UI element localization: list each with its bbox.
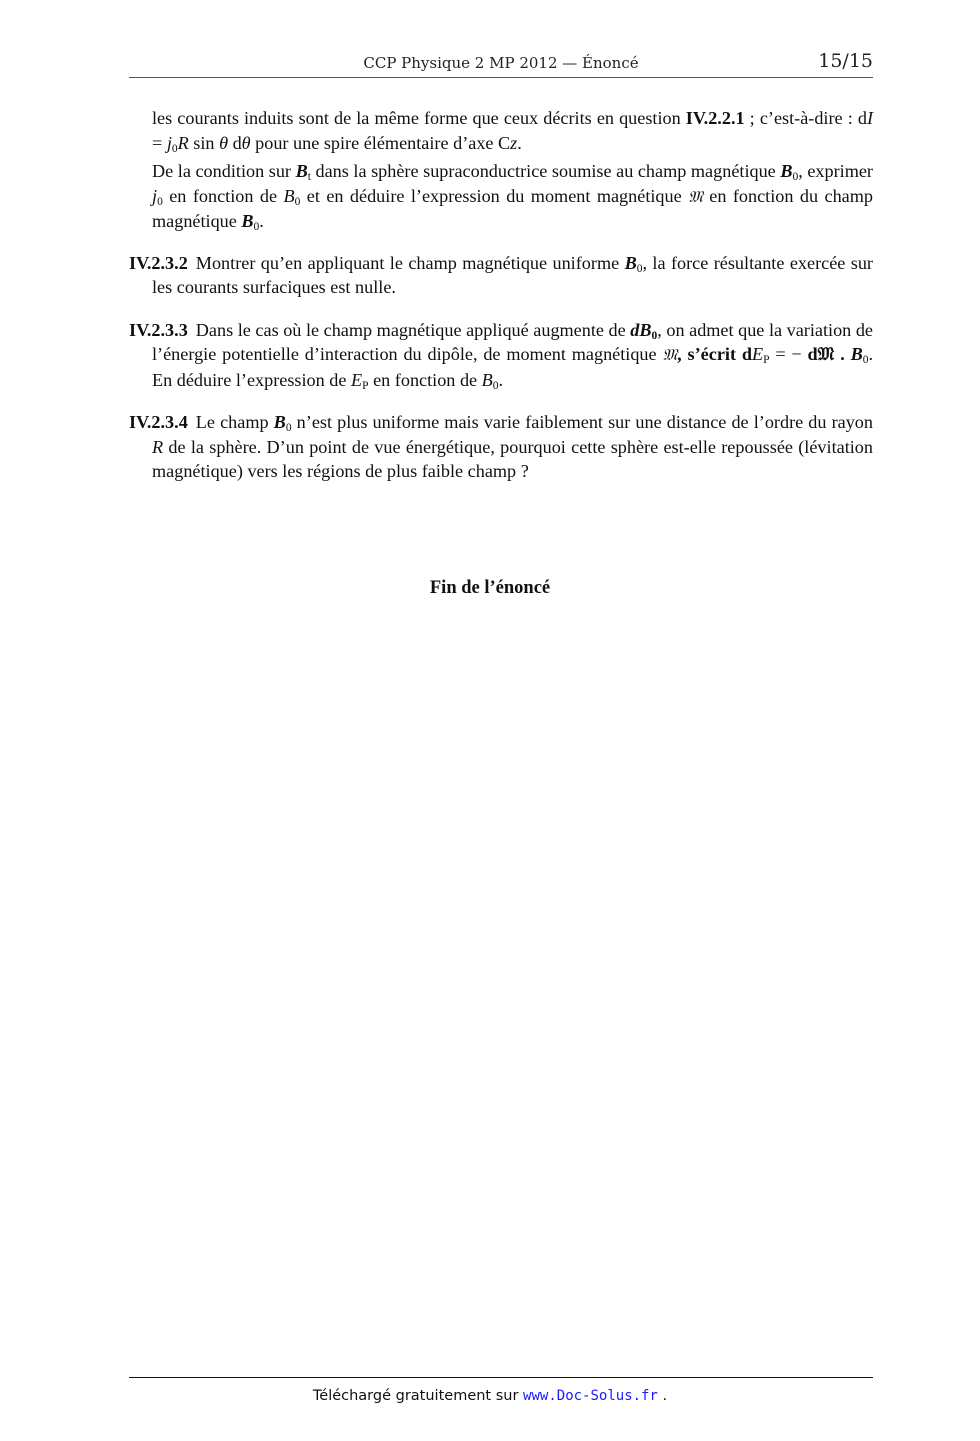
question-number: IV.2.3.4 [129, 412, 188, 433]
header-title: CCP Physique 2 MP 2012 — Énoncé [363, 54, 639, 72]
end-of-statement: Fin de l’énoncé [429, 578, 551, 598]
question-reference: IV.2.2.1 [685, 108, 745, 128]
question-iv-2-3-3: IV.2.3.3 Dans le cas où le champ magnétique appliqué augmente de $dB_0$, on admet que la variation de l’énergie potentielle d’interaction du dipôle, de moment magnétique 𝔐, s’écrit $dE_P$ = − d𝔐 . $B_0$. En déduire l’expression de $E_P$ en fonction de $B_0$. [129, 319, 874, 392]
page-number: 15/15 [818, 50, 873, 72]
magnetic-moment-symbol: 𝔐 [662, 345, 678, 365]
page-header [129, 50, 873, 78]
magnetic-moment-symbol: 𝔐 [688, 186, 703, 206]
page-footer [0, 1388, 980, 1404]
footer-divider [129, 1377, 873, 1378]
question-number: IV.2.3.2 [129, 252, 188, 273]
footer-prefix: Téléchargé gratuitement sur [312, 1388, 524, 1404]
continuation-paragraph: les courants induits sont de la même forme que ceux décrits en question IV.2.2.1 ; c’est-à-dire : dI = $j_0R$ sin θ dθ pour une spire élémentaire d’axe Cz. [152, 108, 873, 155]
question-number: IV.2.3.3 [129, 319, 188, 340]
doc-solus-link[interactable]: www.Doc-Solus.fr [523, 1388, 658, 1404]
document-body [129, 106, 873, 502]
question-iv-2-3-4: IV.2.3.4 Le champ $B_0$ n’est plus uniforme mais varie faiblement sur une distance de l’ordre du rayon R de la sphère. D’un point de vue énergétique, pourquoi cette sphère est-elle repoussée (lévitation magnétique) vers les régions de plus faible champ ? [129, 412, 873, 482]
instruction-paragraph: De la condition sur $B_t$ dans la sphère supraconductrice soumise au champ magnétique $B_0$, exprimer $j_0$ en fonction de $B_0$ et en déduire l’expression du moment magnétique 𝔐 en fonction du champ magnétique $B_0$. [152, 161, 873, 233]
header-divider [129, 77, 873, 78]
footer-suffix: . [657, 1388, 668, 1404]
question-iv-2-3-2: IV.2.3.2 Montrer qu’en appliquant le champ magnétique uniforme $B_0$, la force résultante exercée sur les courants surfaciques est nulle. [129, 252, 873, 297]
